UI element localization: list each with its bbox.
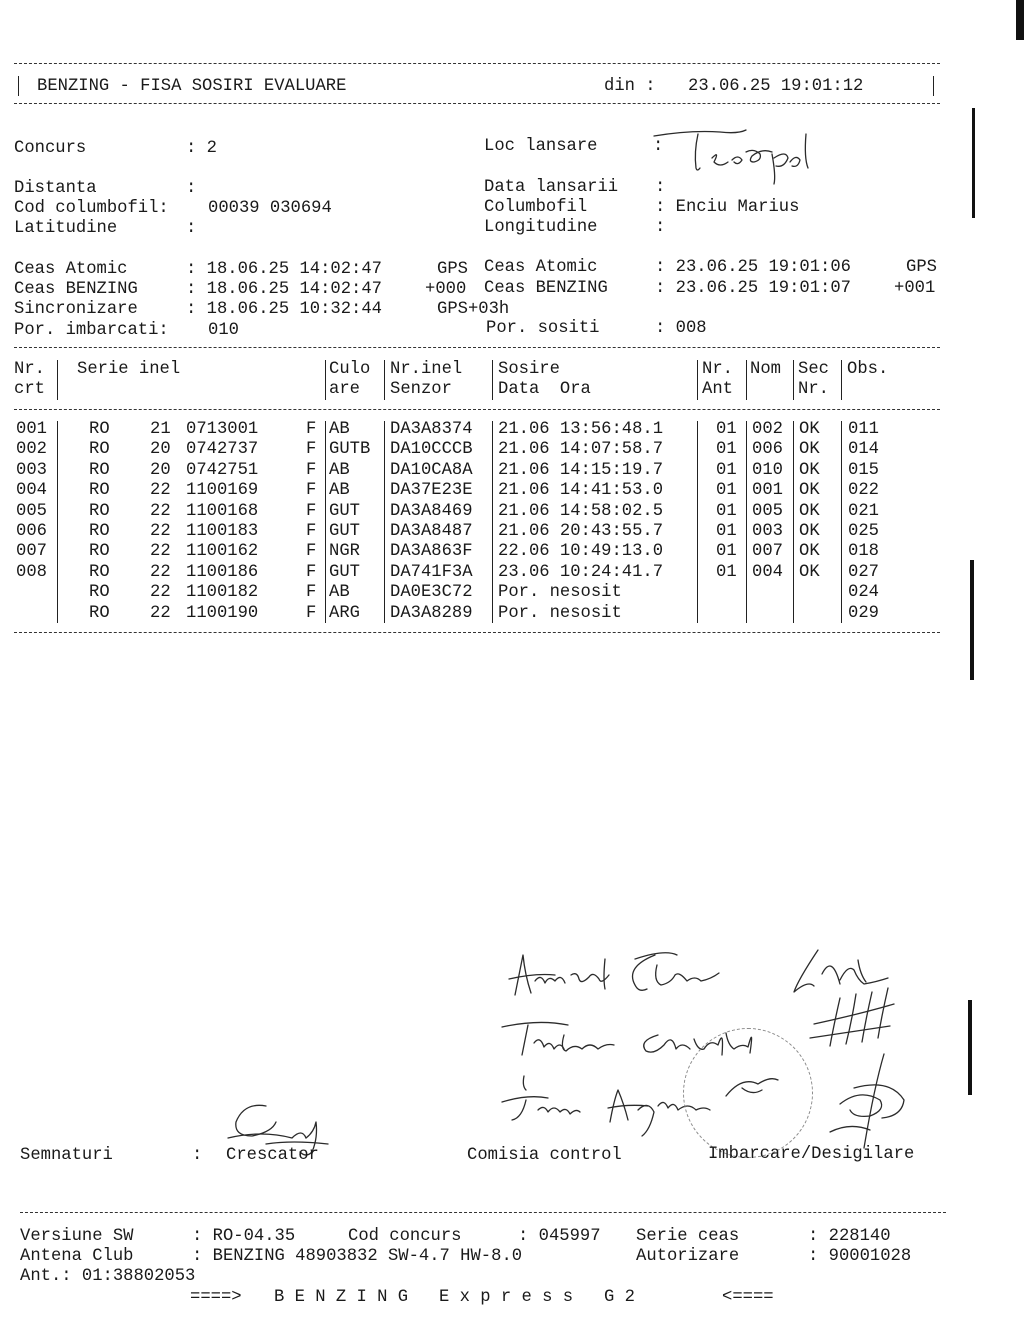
cell-nom: 005 [752,501,783,521]
cell-tara: RO [89,460,110,480]
col-sep [57,421,58,623]
cell-senzor: DA3A863F [390,542,473,562]
cell-crt: 008 [16,562,47,582]
cell-inel: 1100186 [186,562,259,582]
brand-suffix: <==== [722,1288,774,1307]
cell-crt: 007 [16,542,47,562]
cell-tara: RO [89,481,110,501]
cell-obs: 015 [848,460,879,480]
cell-an: 22 [150,522,171,541]
cell-senzor: DA10CA8A [390,460,473,480]
header-sec-nr: Nr. [798,380,829,399]
loc-lansare-handwriting [650,128,830,188]
header-top-rule [14,63,940,64]
col-sep [325,421,326,623]
autorizare-value: : 90001028 [808,1247,912,1266]
cell-tara: RO [89,583,110,603]
cell-sosire: 21.06 14:41:53.0 [498,481,664,501]
cell-culoare: AB [329,583,350,603]
cell-an: 22 [150,562,171,582]
distanta-colon: : [186,179,197,198]
cell-nom: 001 [752,481,783,501]
cell-inel: 1100182 [186,583,259,603]
loc-lansare-label: Loc lansare [484,137,598,156]
cod-concurs-value: : 045997 [518,1227,601,1246]
document-title: BENZING - FISA SOSIRI EVALUARE [37,77,347,96]
cell-ant: 01 [716,420,737,439]
cell-sec: OK [799,562,820,582]
cell-sosire: 21.06 13:56:48.1 [498,420,664,439]
din-value: 23.06.25 19:01:12 [688,77,864,96]
cell-an: 21 [150,420,171,439]
serie-ceas-value: : 228140 [808,1227,891,1246]
por-sositi-value: : 008 [655,319,707,338]
cell-inel: 0713001 [186,420,259,439]
ceas-benzing-left: : 18.06.25 14:02:47 [186,280,382,299]
imbarcare-desigilare-label: Imbarcare/Desigilare [708,1145,915,1164]
versiune-sw-label: Versiune SW [20,1227,134,1246]
scan-edge-mark [972,108,975,218]
col-sep [793,360,794,400]
cell-sex: F [306,583,317,603]
cell-sex: F [306,481,317,501]
cell-tara: RO [89,522,110,541]
versiune-sw-value: : RO-04.35 [192,1227,296,1246]
ceas-atomic-right-label: Ceas Atomic [484,258,598,277]
cell-ant: 01 [716,460,737,480]
cell-nom: 006 [752,440,783,460]
cell-inel: 1100190 [186,603,259,623]
cell-sex: F [306,522,317,541]
scan-edge-mark [968,1000,972,1095]
cell-sosire: 23.06 10:24:41.7 [498,562,664,582]
cell-culoare: NGR [329,542,360,562]
header-culo: Culo [329,360,371,379]
table-top-rule [14,347,940,348]
ceas-benzing-label: Ceas BENZING [14,280,138,299]
data-lansarii-label: Data lansarii [484,178,619,197]
col-sep [384,421,385,623]
cell-crt: 001 [16,420,47,439]
cell-tara: RO [89,420,110,439]
cell-senzor: DA3A8487 [390,522,473,541]
cell-crt: 005 [16,501,47,521]
cell-culoare: AB [329,481,350,501]
cell-obs: 011 [848,420,879,439]
col-sep [697,421,698,623]
ceas-atomic-left-gps: GPS [437,260,468,279]
cell-nom: 003 [752,522,783,541]
concurs-label: Concurs [14,139,87,158]
cell-crt: 006 [16,522,47,541]
cell-culoare: GUT [329,562,360,582]
footer-top-rule [20,1212,946,1213]
cell-nom: 004 [752,562,783,582]
header-nom: Nom [750,360,781,379]
club-stamp-emblem-icon [722,1066,782,1106]
cell-sosire: 21.06 14:58:02.5 [498,501,664,521]
signature-right-3 [820,1048,920,1158]
col-sep [697,360,698,400]
cell-nom: 002 [752,420,783,439]
columbofil-value: : Enciu Marius [655,198,800,217]
cell-crt: 003 [16,460,47,480]
cell-an: 22 [150,481,171,501]
cell-nom: 007 [752,542,783,562]
concurs-value: : 2 [186,139,217,158]
header-nr-inel: Nr.inel [390,360,463,379]
scan-edge-mark [1016,0,1024,40]
cell-ant: 01 [716,542,737,562]
cell-inel: 0742737 [186,440,259,460]
cod-columbofil-value: 00039 030694 [208,199,332,218]
cell-senzor: DA0E3C72 [390,583,473,603]
cell-sex: F [306,562,317,582]
sincronizare-value: : 18.06.25 10:32:44 [186,300,382,319]
cell-sec: OK [799,481,820,501]
crescator-label: Crescator [226,1146,319,1165]
col-sep [746,360,747,400]
cell-culoare: ARG [329,603,360,623]
cell-obs: 027 [848,562,879,582]
din-label: din : [604,77,656,96]
cell-sosire: 22.06 10:49:13.0 [498,542,664,562]
cell-inel: 1100168 [186,501,259,521]
cell-sec: OK [799,460,820,480]
brand-banner: B E N Z I N G E x p r e s s G 2 [274,1288,635,1307]
por-imbarcati-value: 010 [208,321,239,340]
cell-tara: RO [89,603,110,623]
semnaturi-colon: : [192,1146,203,1165]
cell-culoare: GUT [329,501,360,521]
cell-obs: 025 [848,522,879,541]
cell-sex: F [306,542,317,562]
antena-club-value: : BENZING 48903832 SW-4.7 HW-8.0 [192,1247,523,1266]
brand-prefix: ====> [190,1288,242,1307]
cell-ant: 01 [716,562,737,582]
cell-sex: F [306,420,317,439]
cell-tara: RO [89,440,110,460]
columbofil-label: Columbofil [484,198,588,217]
cell-tara: RO [89,542,110,562]
ceas-atomic-left: : 18.06.25 14:02:47 [186,260,382,279]
cell-inel: 1100183 [186,522,259,541]
cell-senzor: DA3A8289 [390,603,473,623]
sincronizare-label: Sincronizare [14,300,138,319]
header-sosire: Sosire [498,360,560,379]
distanta-label: Distanta [14,179,97,198]
header-bottom-rule [14,103,940,104]
cod-columbofil-label: Cod columbofil: [14,199,169,218]
cell-senzor: DA10CCCB [390,440,473,460]
comisia-control-label: Comisia control [467,1146,622,1165]
cell-an: 22 [150,501,171,521]
col-sep [492,421,493,623]
col-sep [841,360,842,400]
ceas-benzing-right: : 23.06.25 19:01:07 [655,279,851,298]
cell-sec: OK [799,440,820,460]
cell-an: 20 [150,460,171,480]
header-crt: crt [14,380,45,399]
por-sositi-label: Por. sositi [486,319,600,338]
latitudine-label: Latitudine [14,219,118,238]
cell-sex: F [306,440,317,460]
cell-sosire: 21.06 14:15:19.7 [498,460,664,480]
col-sep [492,360,493,400]
ant-line: Ant.: 01:38802053 [20,1267,196,1286]
cell-an: 22 [150,583,171,603]
cell-sosire: 21.06 14:07:58.7 [498,440,664,460]
latitudine-colon: : [186,219,197,238]
por-imbarcati-label: Por. imbarcati: [14,321,169,340]
ceas-benzing-left-offset: +000 [425,280,467,299]
antena-club-label: Antena Club [20,1247,134,1266]
header-data-ora: Data Ora [498,380,591,399]
ceas-atomic-right-gps: GPS [906,258,937,277]
header-left-bar [18,76,19,96]
cell-tara: RO [89,501,110,521]
cell-ant: 01 [716,501,737,521]
cell-ant: 01 [716,440,737,460]
cod-concurs-label: Cod concurs [348,1227,462,1246]
cell-sosire: Por. nesosit [498,603,622,623]
cell-nom: 010 [752,460,783,480]
cell-sec: OK [799,522,820,541]
cell-senzor: DA741F3A [390,562,473,582]
cell-obs: 029 [848,603,879,623]
col-sep [841,421,842,623]
col-sep [384,360,385,400]
header-sec: Sec [798,360,829,379]
commission-signature-1 [505,945,765,1005]
serie-ceas-label: Serie ceas [636,1227,740,1246]
header-right-bar [933,76,934,96]
cell-senzor: DA3A8374 [390,420,473,439]
cell-obs: 014 [848,440,879,460]
cell-ant: 01 [716,522,737,541]
ceas-benzing-right-offset: +001 [894,279,936,298]
longitudine-colon: : [655,218,666,237]
header-are: are [329,380,360,399]
cell-sec: OK [799,542,820,562]
header-obs: Obs. [847,360,889,379]
cell-culoare: GUTB [329,440,371,460]
cell-sex: F [306,460,317,480]
ceas-benzing-right-label: Ceas BENZING [484,279,608,298]
cell-culoare: AB [329,420,350,439]
ceas-atomic-label: Ceas Atomic [14,260,128,279]
cell-inel: 0742751 [186,460,259,480]
cell-culoare: AB [329,460,350,480]
col-sep [57,360,58,400]
cell-obs: 024 [848,583,879,603]
semnaturi-label: Semnaturi [20,1146,113,1165]
cell-an: 22 [150,542,171,562]
cell-sosire: Por. nesosit [498,583,622,603]
cell-senzor: DA3A8469 [390,501,473,521]
col-sep [793,421,794,623]
table-bottom-rule [14,632,940,633]
table-header-rule [14,409,940,410]
header-ant: Ant [702,380,733,399]
cell-sex: F [306,501,317,521]
col-sep [325,360,326,400]
cell-tara: RO [89,562,110,582]
header-nr: Nr. [14,360,45,379]
cell-sex: F [306,603,317,623]
cell-culoare: GUT [329,522,360,541]
signature-right-2 [800,984,910,1054]
autorizare-label: Autorizare [636,1247,740,1266]
ceas-atomic-right: : 23.06.25 19:01:06 [655,258,851,277]
data-lansarii-colon: : [655,178,666,197]
cell-senzor: DA37E23E [390,481,473,501]
cell-an: 20 [150,440,171,460]
cell-crt: 002 [16,440,47,460]
longitudine-label: Longitudine [484,218,598,237]
cell-sec: OK [799,420,820,439]
cell-sosire: 21.06 20:43:55.7 [498,522,664,541]
cell-obs: 018 [848,542,879,562]
loc-lansare-colon: : [653,137,664,156]
header-nr-ant: Nr. [702,360,733,379]
scan-edge-mark [970,560,974,680]
cell-crt: 004 [16,481,47,501]
sincronizare-tz: GPS+03h [437,300,510,319]
cell-obs: 022 [848,481,879,501]
cell-an: 22 [150,603,171,623]
cell-sec: OK [799,501,820,521]
cell-inel: 1100162 [186,542,259,562]
cell-ant: 01 [716,481,737,501]
header-senzor: Senzor [390,380,452,399]
col-sep [746,421,747,623]
cell-obs: 021 [848,501,879,521]
header-serie-inel: Serie inel [77,360,181,379]
cell-inel: 1100169 [186,481,259,501]
